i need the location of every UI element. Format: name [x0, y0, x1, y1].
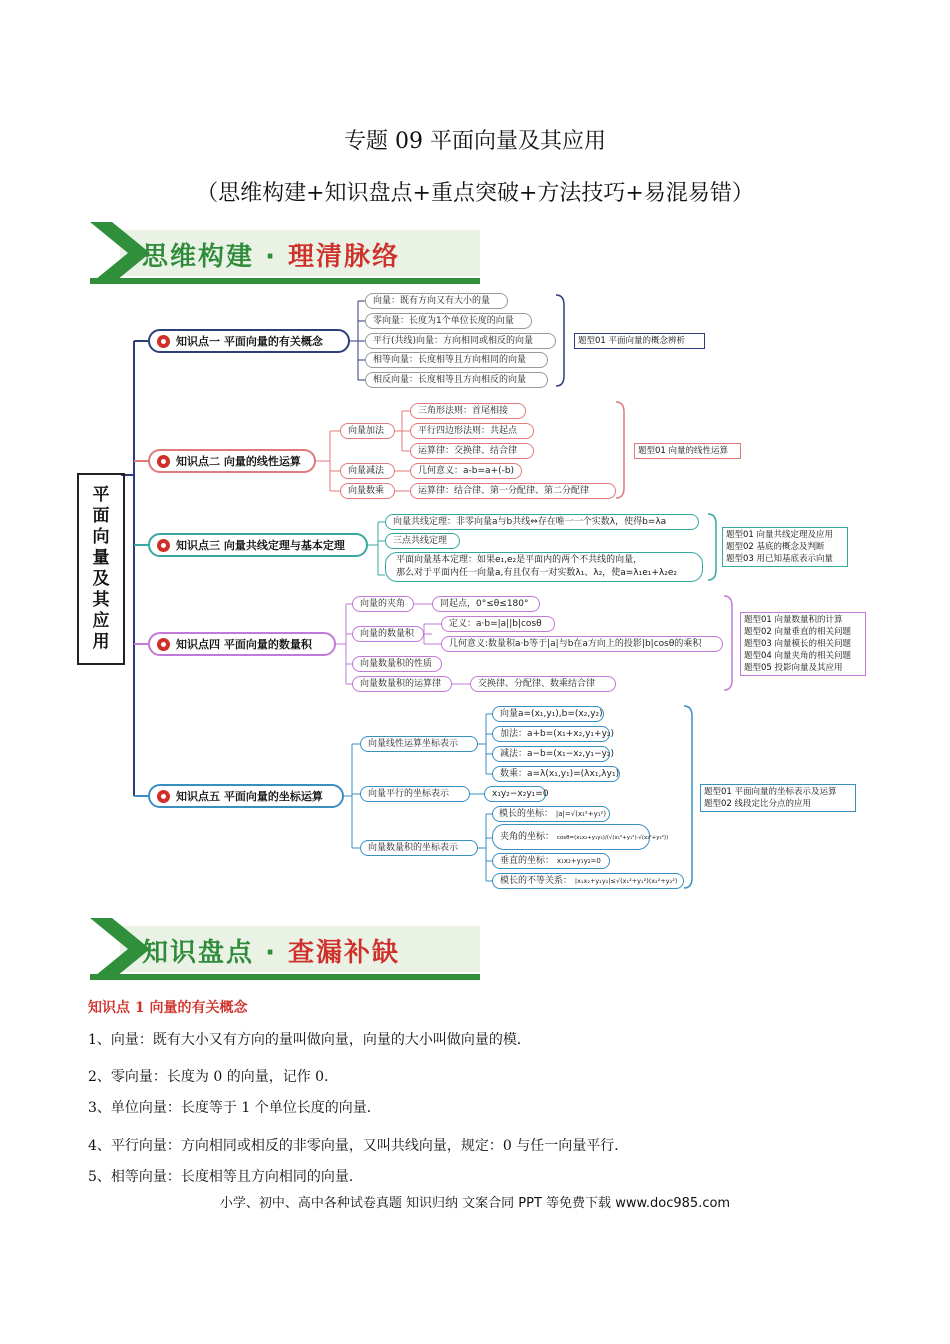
question-type-notes — [722, 527, 848, 567]
topic-1 — [148, 329, 350, 353]
note-line: 题型02 向量垂直的相关问题 — [744, 627, 852, 637]
note-line: 题型03 向量模长的相关问题 — [744, 639, 852, 649]
root-char: 向 — [92, 527, 110, 547]
topic-4 — [148, 632, 336, 656]
sub-node: 向量的夹角 — [352, 596, 414, 612]
leaf: 几何意义:数量积a·b等于|a|与b在a方向上的投影|b|cosθ的乘积 — [441, 636, 723, 652]
leaf: 向量a=(x₁,y₁),b=(x₂,y₂) — [492, 706, 604, 722]
banner-part2: 理清脉络 — [288, 242, 401, 272]
bullet-icon — [157, 335, 170, 348]
leaf: 相反向量：长度相等且方向相反的向量 — [365, 372, 548, 388]
leaf: 定义：a·b=|a||b|cosθ — [441, 616, 555, 632]
leaf: 向量：既有方向又有大小的量 — [365, 293, 508, 309]
root-char: 平 — [92, 485, 110, 505]
knowledge-item: 3、单位向量：长度等于 1 个单位长度的向量． — [88, 1100, 381, 1116]
banner-sep: · — [265, 938, 277, 968]
bullet-icon — [157, 638, 170, 651]
leaf: 零向量：长度为1个单位长度的向量 — [365, 313, 532, 329]
topic-label: 知识点五 平面向量的坐标运算 — [176, 790, 323, 803]
formula: |x₁x₂+y₁y₂|≤√(x₁²+y₁²)(x₂²+y₂²) — [574, 877, 678, 885]
sub-node: 向量减法 — [340, 463, 395, 479]
formula: |a|=√(x₁²+y₁²) — [555, 810, 607, 818]
section-banner-knowledge — [90, 918, 480, 980]
topic-label: 知识点二 向量的线性运算 — [176, 455, 301, 468]
leaf: x₁y₂−x₂y₁=0 — [484, 786, 546, 802]
topic-3 — [148, 533, 368, 557]
leaf-angle — [492, 824, 669, 850]
x-mark-icon — [90, 222, 150, 284]
theorem-line: 那么对于平面内任一向量a,有且仅有一对实数λ₁、λ₂，使a=λ₁e₁+λ₂e₂ — [396, 568, 678, 578]
note-line: 题型05 投影向量及其应用 — [744, 663, 843, 673]
sub-node: 向量线性运算坐标表示 — [360, 736, 478, 752]
note-line: 题型01 向量数量积的计算 — [744, 615, 843, 625]
topic-label: 知识点三 向量共线定理与基本定理 — [176, 539, 345, 552]
leaf: 三角形法则：首尾相接 — [410, 403, 526, 419]
leaf: 交换律、分配律、数乘结合律 — [470, 676, 616, 692]
leaf: 相等向量：长度相等且方向相同的向量 — [365, 352, 548, 368]
note-line: 题型03 用已知基底表示向量 — [726, 554, 834, 564]
bullet-icon — [157, 539, 170, 552]
page-footer: 小学、初中、高中各种试卷真题 知识归纳 文案合同 PPT 等免费下载 www.doc985.com — [219, 1196, 731, 1211]
leaf-label: 模长的坐标： — [499, 809, 554, 819]
knowledge-item: 2、零向量：长度为 0 的向量，记作 0． — [88, 1069, 339, 1085]
leaf: 三点共线定理 — [385, 533, 460, 549]
leaf-label: 夹角的坐标： — [500, 832, 555, 842]
note-line: 题型01 平面向量的坐标表示及运算 — [704, 787, 837, 797]
root-char: 其 — [92, 590, 110, 610]
note-line: 题型01 向量共线定理及应用 — [726, 530, 834, 540]
leaf: 平行(共线)向量：方向相同或相反的向量 — [365, 333, 556, 349]
question-type-notes — [740, 612, 866, 676]
sub-node: 向量加法 — [340, 423, 395, 439]
leaf-label: 模长的不等关系： — [500, 876, 573, 886]
leaf: 数乘：a=λ(x₁,y₁)=(λx₁,λy₁) — [492, 766, 620, 782]
note-line: 题型02 基底的概念及判断 — [726, 542, 825, 552]
topic-label: 知识点一 平面向量的有关概念 — [176, 335, 323, 348]
knowledge-item: 1、向量：既有大小又有方向的量叫做向量，向量的大小叫做向量的模． — [88, 1032, 531, 1048]
topic-label: 知识点四 平面向量的数量积 — [176, 638, 312, 651]
root-char: 量 — [92, 548, 110, 568]
question-type-note: 题型01 向量的线性运算 — [634, 443, 741, 459]
knowledge-heading: 知识点 1 向量的有关概念 — [88, 1000, 248, 1016]
root-char: 面 — [92, 506, 110, 526]
note-line: 题型04 向量夹角的相关问题 — [744, 651, 852, 661]
knowledge-item: 5、相等向量：长度相等且方向相同的向量． — [88, 1169, 363, 1185]
banner-part1: 知识盘点 — [142, 938, 255, 968]
leaf: 减法：a−b=(x₁−x₂,y₁−y₂) — [492, 746, 610, 762]
theorem-line: 平面向量基本定理：如果e₁,e₂是平面内的两个不共线的向量， — [396, 555, 643, 565]
question-type-notes — [700, 784, 856, 812]
knowledge-item: 4、平行向量：方向相同或相反的非零向量，又叫共线向量，规定：0 与任一向量平行． — [88, 1138, 629, 1154]
formula: cosθ=(x₁x₂+y₁y₂)/(√(x₁²+y₁²)·√(x₂²+y₂²)) — [556, 835, 669, 841]
root-char: 应 — [92, 611, 110, 631]
sub-node: 向量数量积的坐标表示 — [360, 840, 478, 856]
banner-sep: · — [265, 242, 277, 272]
banner-part1: 思维构建 — [142, 242, 255, 272]
leaf-inequality — [492, 873, 684, 889]
sub-node: 向量的数量积 — [352, 626, 424, 642]
bullet-icon — [157, 790, 170, 803]
formula: x₁x₂+y₁y₂=0 — [556, 857, 601, 865]
topic-5 — [148, 784, 344, 808]
leaf: 加法：a+b=(x₁+x₂,y₁+y₂) — [492, 726, 610, 742]
leaf: 同起点，0°≤θ≤180° — [432, 596, 540, 612]
leaf: 平行四边形法则：共起点 — [410, 423, 534, 439]
doc-subtitle: （思维构建+知识盘点+重点突破+方法技巧+易混易错） — [196, 181, 754, 206]
bullet-icon — [157, 455, 170, 468]
sub-node: 向量数乘 — [340, 483, 395, 499]
section-banner-mindmap — [90, 222, 480, 284]
doc-title: 专题 09 平面向量及其应用 — [344, 129, 606, 154]
root-char: 及 — [92, 569, 110, 589]
leaf-label: 垂直的坐标： — [500, 856, 555, 866]
leaf: 运算律：结合律、第一分配律、第二分配律 — [410, 483, 616, 499]
leaf-modulus — [492, 806, 610, 822]
leaf-perpendicular — [492, 853, 610, 869]
sub-node: 向量数量积的性质 — [352, 656, 442, 672]
question-type-note: 题型01 平面向量的概念辨析 — [574, 333, 705, 349]
leaf: 运算律：交换律、结合律 — [410, 443, 534, 459]
basic-theorem-node — [385, 552, 703, 582]
leaf: 几何意义：a-b=a+(-b) — [410, 463, 522, 479]
banner-part2: 查漏补缺 — [288, 938, 401, 968]
sub-node: 向量数量积的运算律 — [352, 676, 452, 692]
x-mark-icon — [90, 918, 150, 980]
note-line: 题型02 线段定比分点的应用 — [704, 799, 812, 809]
sub-node: 向量平行的坐标表示 — [360, 786, 470, 802]
leaf: 向量共线定理：非零向量a与b共线⇔存在唯一一个实数λ，使得b=λa — [385, 514, 699, 530]
mindmap-root — [77, 473, 125, 665]
root-char: 用 — [92, 632, 110, 652]
topic-2 — [148, 449, 316, 473]
